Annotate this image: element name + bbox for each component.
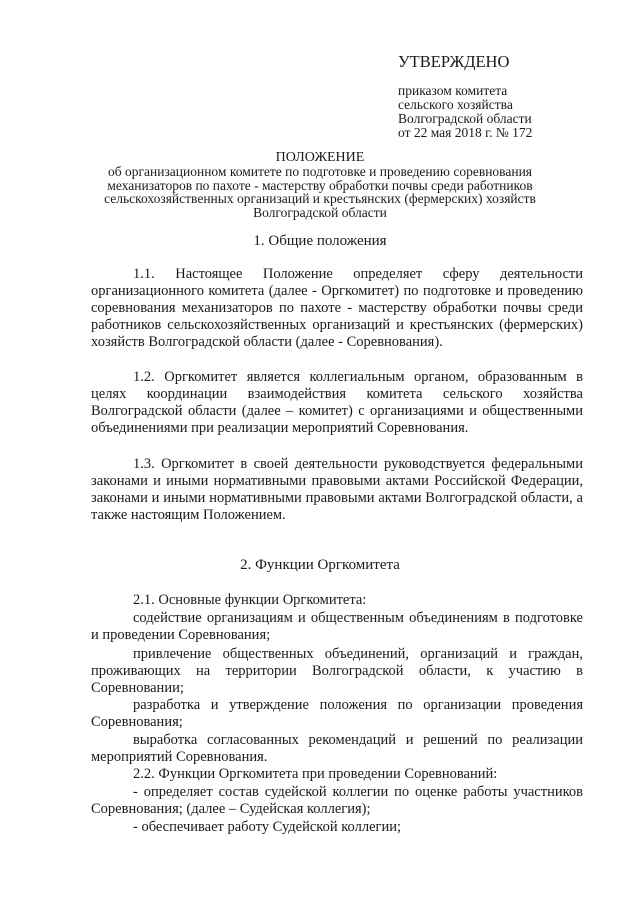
section-heading: 2. Функции Оргкомитета [240, 557, 400, 573]
title-line: механизаторов по пахоте - мастерству обработки почвы среди работников [107, 177, 533, 193]
title-line: об организационном комитете по подготовке и проведению соревнования [107, 164, 533, 179]
paragraph: 1.2. Оргкомитет является коллегиальным органом, образованным в целях координации взаимодействия комитета сельского хозяйства Волгоградской области (далее – комитет) с организациями и общественными объединениями при реализации мероприятий Соревнования. [91, 369, 583, 436]
document-title-block [40, 150, 600, 219]
paragraph: - определяет состав судейской коллегии по оценке работы участников Соревнования; (далее – Судейская коллегия); [91, 784, 583, 817]
paragraph: 1.1. Настоящее Положение определяет сферу деятельности организационного комитета (далее - Оргкомитет) по подготовке и проведению соревнования механизаторов по пахоте - мастерству обработки почвы среди работников сельскохозяйственных организаций и крестьянских (фермерских) хозяйств Волгоградской области (далее - Соревнования). [91, 266, 583, 350]
document-title: ПОЛОЖЕНИЕ [275, 150, 365, 165]
approval-line: от 22 мая 2018 г. № 172 [398, 125, 533, 140]
title-line: Волгоградской области [253, 204, 387, 220]
section-heading: 1. Общие положения [253, 233, 387, 249]
paragraph: выработка согласованных рекомендаций и решений по реализации мероприятий Соревнования. [91, 732, 583, 765]
approval-heading: УТВЕРЖДЕНО [398, 52, 510, 71]
paragraph: 1.3. Оргкомитет в своей деятельности руководствуется федеральными законами и иными нормативными правовыми актами Российской Федерации, законами и иными нормативными правовыми актами Волгоградской области, а также настоящим Положением. [91, 456, 583, 523]
approval-line: приказом комитета [398, 83, 508, 98]
paragraph: привлечение общественных объединений, организаций и граждан, проживающих на территории Волгоградской области, к участию в Соревновании; [91, 646, 583, 696]
approval-line: Волгоградской области [398, 111, 532, 126]
paragraph: 2.2. Функции Оргкомитета при проведении Соревнований: [133, 766, 498, 782]
paragraph: 2.1. Основные функции Оргкомитета: [133, 592, 367, 608]
paragraph: разработка и утверждение положения по организации проведения Соревнования; [91, 697, 583, 730]
paragraph: - обеспечивает работу Судейской коллегии; [133, 819, 402, 835]
approval-line: сельского хозяйства [398, 97, 513, 112]
approval-stamp [398, 52, 618, 140]
paragraph: содействие организациям и общественным объединениям в подготовке и проведении Соревнования; [91, 610, 583, 643]
title-line: сельскохозяйственных организаций и крестьянских (фермерских) хозяйств [104, 191, 536, 206]
